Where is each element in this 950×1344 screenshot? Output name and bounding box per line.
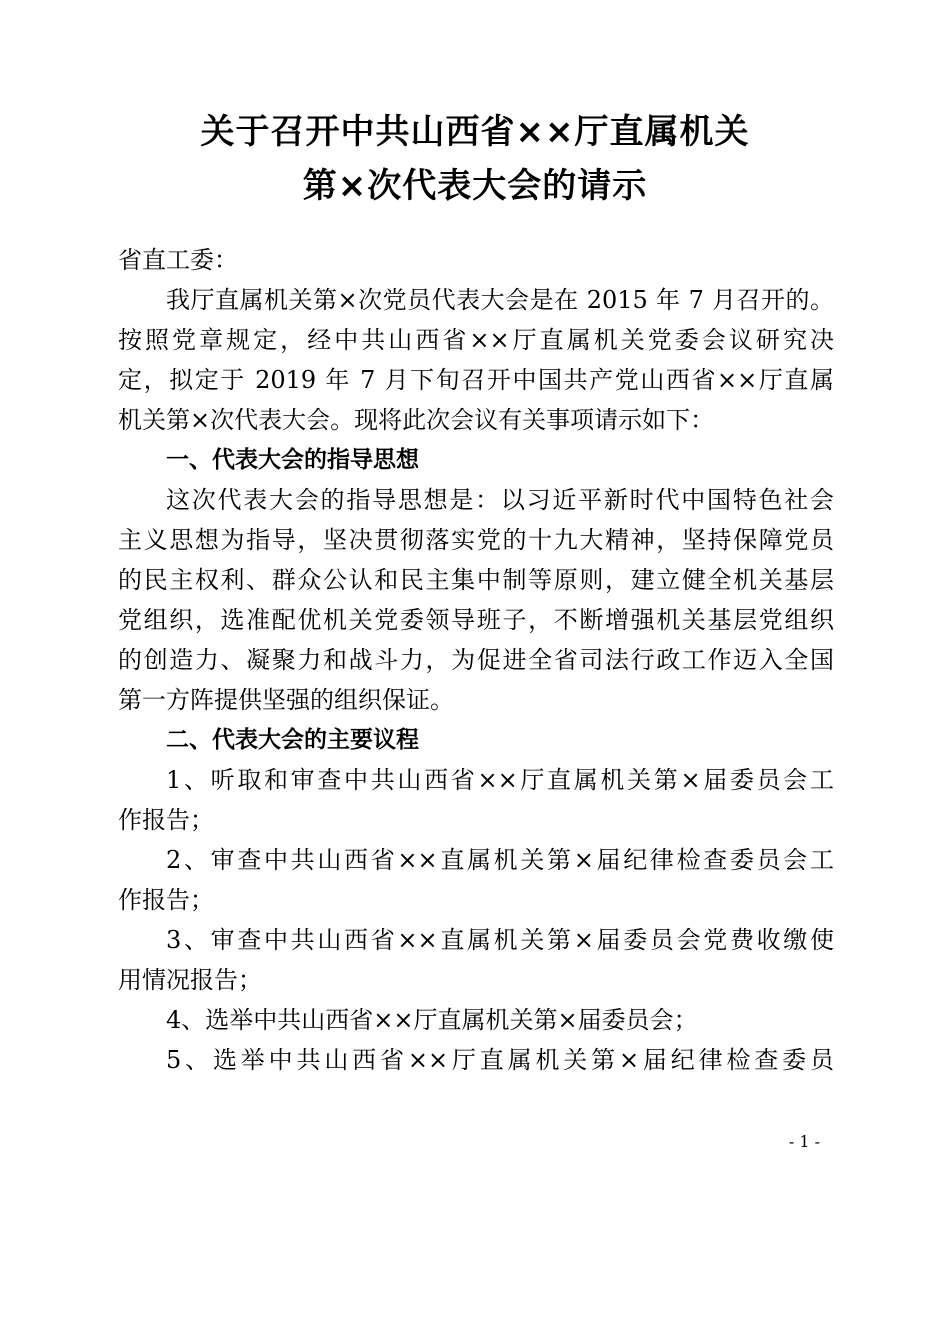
body-text-line: 按照党章规定，经中共山西省××厅直属机关党委会议研究决 xyxy=(118,326,834,354)
body-text-line: 3、审查中共山西省××直属机关第×届委员会党费收缴使 xyxy=(166,926,834,954)
body-text-line: 用情况报告； xyxy=(118,966,262,994)
body-text-line: 作报告； xyxy=(118,886,214,914)
body-text-line: 我厅直属机关第×次党员代表大会是在 2015 年 7 月召开的。 xyxy=(166,286,834,314)
body-text-line: 4、选举中共山西省××厅直属机关第×届委员会； xyxy=(166,1006,698,1034)
body-text-line: 定，拟定于 2019 年 7 月下旬召开中国共产党山西省××厅直属 xyxy=(118,366,834,394)
document-body xyxy=(118,240,834,1080)
body-text-line: 第一方阵提供坚强的组织保证。 xyxy=(118,686,454,714)
document-title-line-1: 关于召开中共山西省××厅直属机关 xyxy=(200,112,750,152)
section-heading: 一、代表大会的指导思想 xyxy=(166,447,419,473)
body-text-line: 5、选举中共山西省××厅直属机关第×届纪律检查委员 xyxy=(166,1046,834,1074)
salutation: 省直工委： xyxy=(118,246,238,274)
body-text-line: 这次代表大会的指导思想是：以习近平新时代中国特色社会 xyxy=(166,486,834,514)
body-text-line: 主义思想为指导，坚决贯彻落实党的十九大精神，坚持保障党员 xyxy=(118,526,834,554)
body-lines xyxy=(118,280,834,1080)
page-number: - 1 - xyxy=(788,1132,820,1151)
body-text-line: 的创造力、凝聚力和战斗力，为促进全省司法行政工作迈入全国 xyxy=(118,646,834,674)
body-text-line: 的民主权利、群众公认和民主集中制等原则，建立健全机关基层 xyxy=(118,566,834,594)
body-text-line: 2、审查中共山西省××直属机关第×届纪律检查委员会工 xyxy=(166,846,834,874)
body-text-line: 机关第×次代表大会。现将此次会议有关事项请示如下： xyxy=(118,406,715,434)
document-title-line-2: 第×次代表大会的请示 xyxy=(302,166,648,206)
body-text-line: 党组织，选准配优机关党委领导班子，不断增强机关基层党组织 xyxy=(118,606,834,634)
body-text-line: 作报告； xyxy=(118,806,214,834)
body-text-line: 1、听取和审查中共山西省××厅直属机关第×届委员会工 xyxy=(166,766,834,794)
section-heading: 二、代表大会的主要议程 xyxy=(166,727,419,753)
